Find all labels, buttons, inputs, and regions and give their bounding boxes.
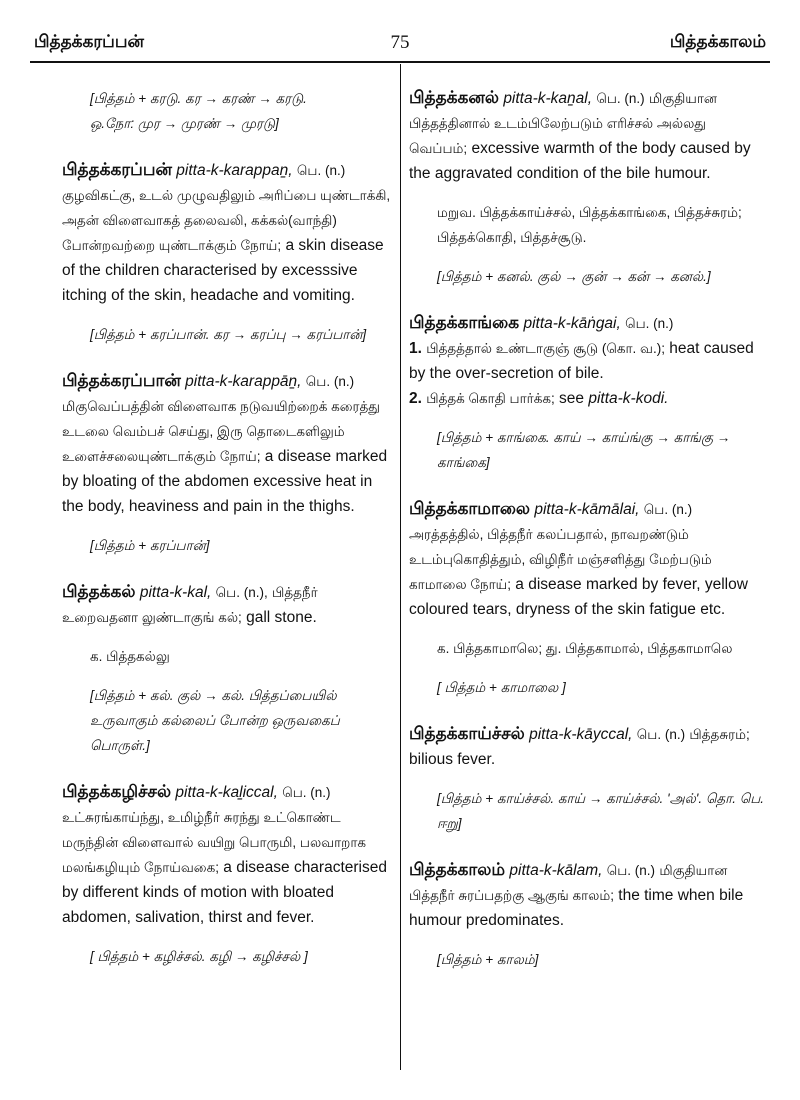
- english-definition: a disease marked by fever, yellow coloured tears, dryness of the skin fatigue etc.: [409, 576, 748, 618]
- headword: பித்தக்காமாலை: [409, 499, 531, 519]
- etymology: [பித்தம் + காங்கை. காய் → காய்ங்கு → காங்கு → காங்கை]: [437, 430, 731, 470]
- tamil-definition: பித்தத்தால் உண்டாகுஞ் சூடு (கொ. வ.);: [426, 341, 665, 356]
- tamil-definition: பித்தசுரம்;: [689, 727, 750, 742]
- column-divider: [400, 64, 401, 1070]
- etymology: [பித்தம் + கரப்பான்]: [90, 538, 210, 553]
- transliteration: pitta-k-kaḻiccal,: [175, 784, 278, 801]
- headword: பித்தக்காலம்: [409, 860, 506, 880]
- dictionary-entry: [409, 311, 767, 475]
- part-of-speech: பெ. (n.): [625, 316, 674, 331]
- english-definition: gall stone.: [246, 609, 317, 626]
- english-definition: heat caused by the over-secretion of bile.: [409, 340, 754, 382]
- dictionary-entry: [409, 497, 767, 700]
- dictionary-entry: [62, 369, 392, 558]
- headword: பித்தக்கழிச்சல்: [62, 782, 172, 802]
- etymology: [பித்தம் + கல். குல் → கல். பித்தப்பையில் உருவாகும் கல்லைப் போன்ற ஒருவகைப் பொருள்.]: [90, 688, 340, 753]
- part-of-speech: பெ. (n.),: [215, 585, 268, 600]
- dictionary-entry: [62, 780, 392, 969]
- part-of-speech: பெ. (n.): [606, 863, 656, 878]
- cognate-forms: க. பித்தகாமாலெ; து. பித்தகாமால், பித்தகாமாலெ: [437, 641, 733, 656]
- part-of-speech: பெ. (n.): [282, 785, 331, 800]
- tamil-definition: உட்சுரங்காய்ந்து, உமிழ்நீர் சுரந்து உட்கொண்ட மருந்தின் விளைவால் வயிறு பொருமி, பலவாறாக மலங்கழியும் நோய்வகை;: [62, 810, 367, 875]
- dictionary-entry: [409, 86, 767, 289]
- transliteration: pitta-k-kālam,: [509, 862, 603, 879]
- sense-number: 2.: [409, 390, 422, 407]
- english-definition: bilious fever.: [409, 751, 496, 768]
- cross-reference: pitta-k-kodi.: [588, 390, 669, 407]
- transliteration: pitta-k-kāṅgai,: [523, 315, 621, 332]
- english-definition: a disease marked by bloating of the abdomen excessive heat in the body, heaviness and pain in the thighs.: [62, 448, 388, 515]
- english-definition: a disease characterised by different kinds of motion with bloated abdomen, salivation, thirst and fever.: [62, 859, 387, 926]
- english-definition: the time when bile humour predominates.: [409, 887, 744, 929]
- cross-reference-tamil: பித்தக் கொதி பார்க்க;: [426, 391, 555, 406]
- headword: பித்தக்கரப்பன்: [62, 160, 172, 180]
- sense-number: 1.: [409, 340, 422, 357]
- part-of-speech: பெ. (n.): [596, 91, 645, 106]
- headword: பித்தக்காய்ச்சல்: [409, 724, 525, 744]
- transliteration: pitta-k-kaṉal,: [503, 90, 593, 107]
- headword: பித்தக்கனல்: [409, 88, 499, 108]
- part-of-speech: பெ. (n.): [305, 374, 355, 389]
- etymology: [பித்தம் + காலம்]: [437, 952, 539, 967]
- dictionary-entry: [62, 158, 392, 347]
- etymology: [ பித்தம் + கழிச்சல். கழி → கழிச்சல் ]: [90, 949, 308, 964]
- running-header: [34, 30, 766, 56]
- sense-2: [409, 386, 767, 411]
- part-of-speech: பெ. (n.): [636, 727, 686, 742]
- continued-etymology: [பித்தம் + கரடு. கர → கரண் → கரடு. ஒ.நோ: முர → முரண் → முரடு]: [90, 91, 307, 131]
- english-definition: excessive warmth of the body caused by the aggravated condition of the bile humour.: [409, 140, 751, 182]
- etymology: [ பித்தம் + காமாலை ]: [437, 680, 566, 695]
- sense-1: [409, 336, 767, 386]
- headword: பித்தக்காங்கை: [409, 313, 520, 333]
- dictionary-entry: [62, 580, 392, 758]
- left-column: [62, 86, 392, 991]
- right-guide-word: பித்தக்காலம்: [669, 32, 766, 52]
- headword: பித்தக்கரப்பான்: [62, 371, 181, 391]
- part-of-speech: பெ. (n.): [296, 163, 346, 178]
- left-guide-word: பித்தக்கரப்பன்: [34, 32, 144, 52]
- synonyms: மறுவ. பித்தக்காய்ச்சல், பித்தக்காங்கை, பித்தச்சுரம்; பித்தக்கொதி, பித்தச்சூடு.: [437, 205, 742, 245]
- headword: பித்தக்கல்: [62, 582, 136, 602]
- part-of-speech: பெ. (n.): [643, 502, 693, 517]
- dictionary-entry: [409, 858, 767, 972]
- tamil-definition: அரத்தத்தில், பித்தநீர் கலப்பதால், நாவறண்டும் உடம்புகொதித்தும், விழிநீர் மஞ்சளித்து மேற்படும் காமாலை நோய்;: [409, 527, 712, 592]
- english-definition: see: [559, 390, 585, 407]
- etymology: [பித்தம் + கனல். குல் → குன் → கன் → கனல்.]: [437, 269, 711, 284]
- cognate-forms: க. பித்தகல்லு: [90, 649, 170, 664]
- english-definition: a skin disease of the children characterised by excesssive itching of the skin, headache and vomiting.: [62, 237, 384, 304]
- transliteration: pitta-k-karappaṉ,: [176, 162, 293, 179]
- page-number: 75: [390, 32, 410, 53]
- tamil-definition: மிகுதியான பித்தநீர் சுரப்பதற்கு ஆகுங் காலம்;: [409, 863, 728, 903]
- header-rule: [30, 61, 770, 63]
- transliteration: pitta-k-kal,: [139, 584, 212, 601]
- etymology: [பித்தம் + கரப்பான். கர → கரப்பு → கரப்பான்]: [90, 327, 367, 342]
- transliteration: pitta-k-kāyccal,: [529, 726, 633, 743]
- transliteration: pitta-k-kāmālai,: [534, 501, 640, 518]
- tamil-definition: குழவிகட்கு, உடல் முழுவதிலும் அரிப்பை யுண்டாக்கி, அதன் விளைவாகத் தலைவலி, கக்கல்(வாந்தி) போன்றவற்றை யுண்டாக்கும் நோய்;: [62, 188, 391, 253]
- etymology: [பித்தம் + காய்ச்சல். காய் → காய்ச்சல். 'அல்'. தொ. பெ. ஈறு]: [437, 791, 765, 831]
- tamil-definition: மிகுவெப்பத்தின் விளைவாக நடுவயிற்றைக் கரைத்து உடலை வெம்பச் செய்து, இரு தொடைகளிலும் உளைச்சலையுண்டாக்கும் நோய்;: [62, 399, 381, 464]
- right-column: [409, 86, 767, 994]
- tamil-definition: மிகுதியான பித்தத்தினால் உடம்பிலேற்படும் எரிச்சல் அல்லது வெப்பம்;: [409, 91, 717, 156]
- tamil-definition: பித்தநீர் உறைவதனா லுண்டாகுங் கல்;: [62, 585, 318, 625]
- dictionary-entry: [409, 722, 767, 836]
- transliteration: pitta-k-karappāṉ,: [185, 373, 302, 390]
